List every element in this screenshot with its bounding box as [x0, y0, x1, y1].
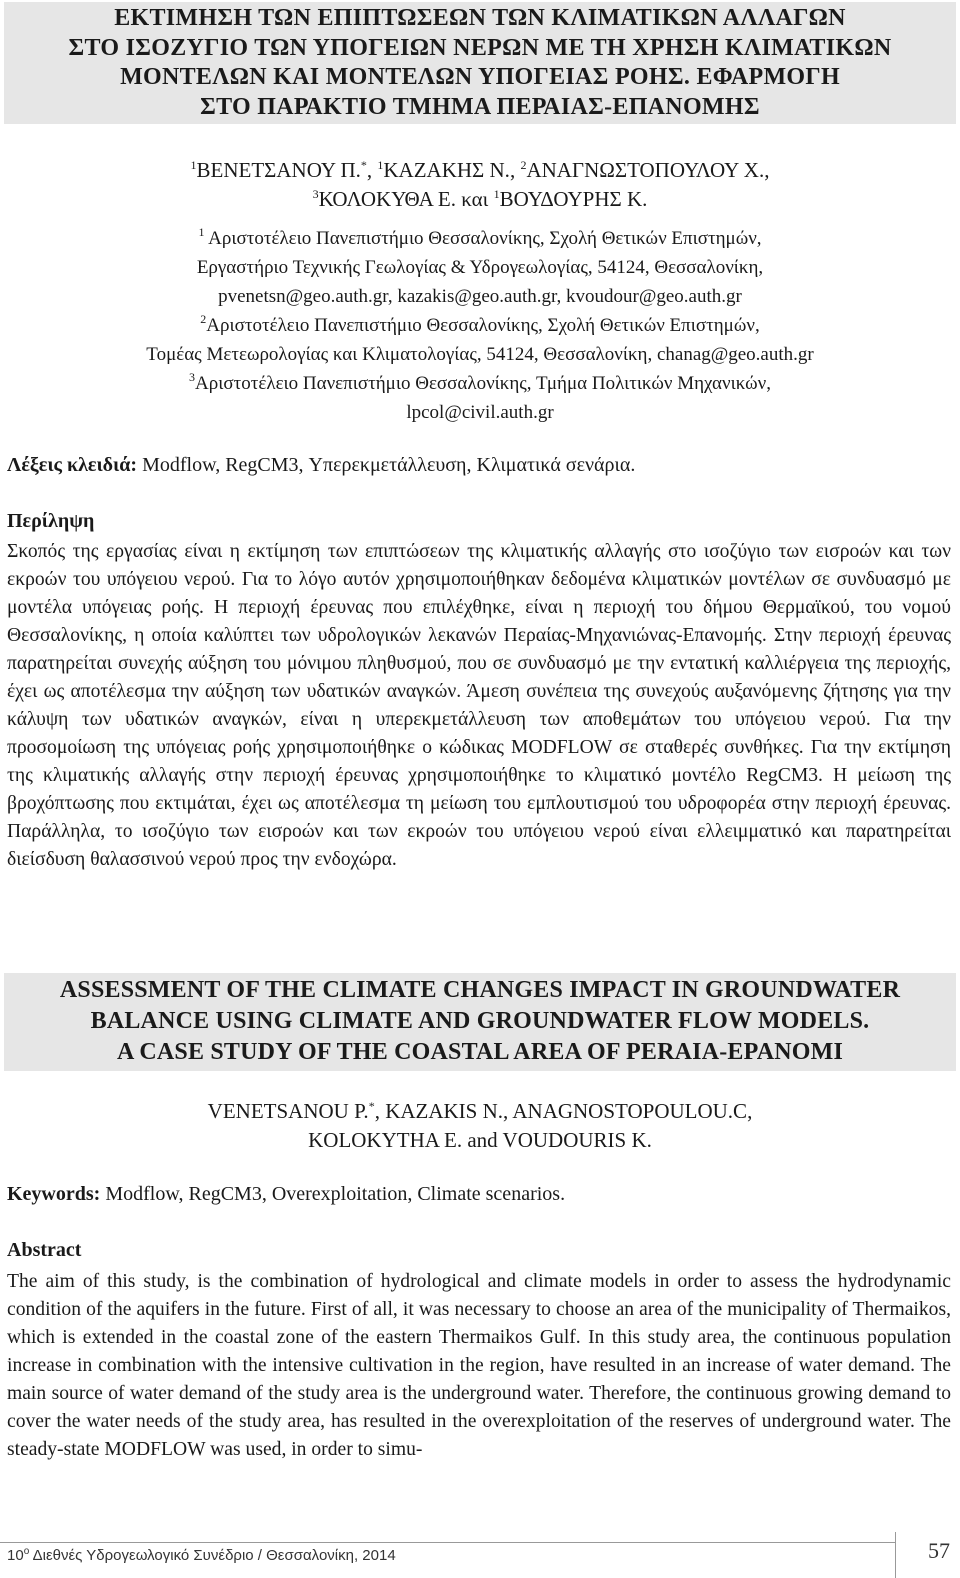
footer-rule: [0, 1542, 895, 1543]
keywords-label: Keywords:: [7, 1183, 101, 1205]
greek-title-line: ΜΟΝΤΕΛΩΝ ΚΑΙ ΜΟΝΤΕΛΩΝ ΥΠΟΓΕΙΑΣ ΡΟΗΣ. ΕΦΑΡΜΟΓΗ: [120, 64, 840, 90]
author-name: VENETSANOU P.: [207, 1099, 369, 1123]
affiliations: [0, 224, 960, 427]
affiliation-2-line: $^2$Αριστοτέλειο Πανεπιστήμιο Θεσσαλονίκης, Σχολή Θετικών Επιστημών,: [200, 312, 760, 336]
author-name: ΒΟΥΔΟΥΡΗΣ Κ.: [499, 187, 648, 211]
greek-title: [4, 4, 956, 122]
footer-divider: [895, 1532, 896, 1578]
greek-title-line: ΕΚΤΙΜΗΣΗ ΤΩΝ ΕΠΙΠΤΩΣΕΩΝ ΤΩΝ ΚΛΙΜΑΤΙΚΩΝ ΑΛΛΑΓΩΝ: [114, 5, 846, 31]
affiliation-1-line: $^1$ Αριστοτέλειο Πανεπιστήμιο Θεσσαλονίκης, Σχολή Θετικών Επιστημών,: [198, 225, 762, 249]
affiliation-sup: 2: [200, 312, 207, 326]
affiliation-1-emails: pvenetsn@geo.auth.gr, kazakis@geo.auth.gr, kvoudour@geo.auth.gr: [218, 286, 742, 307]
keywords-label: Λέξεις κλειδιά:: [7, 454, 138, 476]
affiliation-1-line: Εργαστήριο Τεχνικής Γεωλογίας & Υδρογεωλογίας, 54124, Θεσσαλονίκη,: [196, 257, 764, 278]
english-authors: [0, 1097, 960, 1155]
greek-authors: [0, 156, 960, 214]
author-name: ΚΑΖΑΚΗΣ Ν.: [383, 158, 510, 182]
corresponding-author-mark: *: [360, 158, 367, 172]
greek-title-line: ΣΤΟ ΠΑΡΑΚΤΙΟ ΤΜΗΜΑ ΠΕΡΑΙΑΣ-ΕΠΑΝΟΜΗΣ: [200, 93, 760, 120]
english-title-line: BALANCE USING CLIMATE AND GROUNDWATER FLOW MODELS.: [90, 1008, 870, 1034]
author-sup: 1: [377, 158, 384, 172]
greek-abstract: Σκοπός της εργασίας είναι η εκτίμηση των επιπτώσεων της κλιματικής αλλαγής στο ισοζύγιο των εισροών και των εκροών του υπόγειου νερού. Για το λόγο αυτόν χρησιμοποιήθηκαν δεδομένα κλιματικών μοντέλων σε συνδυασμό με μοντέλα υπόγειας ροής. Η περιοχή έρευνας που επιλέχθηκε, είναι η περιοχή του δήμου Θερμαϊκού, του νομού Θεσσαλονίκης, η οποία καλύπτει των υδρολογικών λεκανών Περαίας-Μηχανιώνας-Επανομής. Στην περιοχή έρευνας παρατηρείται συνεχής αύξηση του μόνιμου πληθυσμού, που σε συνδυασμό με την εντατική καλλιέργεια της περιοχής, έχει ως αποτέλεσμα την αύξηση των υδατικών αναγκών. Άμεση συνέπεια της συνεχούς αυξανόμενης ζήτησης για την κάλυψη των υδατικών αναγκών, είναι η υπερεκμετάλλευση των αποθεμάτων του υπόγειου νερού. Για την προσομοίωση της υπόγειας ροής χρησιμοποιήθηκε ο κώδικας MODFLOW σε σταθερές συνθήκες. Για την εκτίμηση της κλιματικής αλλαγής στην περιοχή έρευνας χρησιμοποιήθηκε το κλιματικό μοντέλο RegCM3. Η μείωση της βροχόπτωσης που εκτιμάται, έχει ως αποτέλεσμα τη μείωση του εμπλουτισμού του υδροφορέα στην περιοχή έρευνας. Παράλληλα, το ισοζύγιο των εισροών και των εκροών του υπόγειου νερού είναι ελλειμματικό και παρατηρείται διείσδυση θαλασσινού νερού προς την ενδοχώρα.: [7, 541, 951, 870]
affiliation-sup: 3: [189, 370, 196, 384]
english-title: [4, 975, 956, 1068]
author-name: ΑΝΑΓΝΩΣΤΟΠΟΥΛΟΥ Χ.,: [526, 158, 770, 182]
author-sup: 1: [190, 158, 197, 172]
greek-keywords: [7, 452, 635, 478]
conjunction: και: [456, 187, 494, 211]
separator: ,: [509, 158, 521, 182]
author-names: , KAZAKIS N., ANAGNOSTOPOULOU.C,: [374, 1099, 753, 1123]
page-number: 57: [928, 1538, 950, 1563]
separator: ,: [366, 158, 378, 182]
affiliation-2-line: Τομέας Μετεωρολογίας και Κλιματολογίας, 54124, Θεσσαλονίκη, chanag@geo.auth.gr: [146, 344, 814, 365]
english-title-line: A CASE STUDY OF THE COASTAL AREA OF PERAIA-EPANOMI: [116, 1039, 844, 1065]
english-keywords: [7, 1181, 565, 1207]
greek-abstract-heading: Περίληψη: [7, 510, 95, 532]
affiliation-sup: 1: [198, 225, 205, 239]
keywords-text: Modflow, RegCM3, Overexploitation, Climate scenarios.: [105, 1183, 566, 1205]
author-sup: 1: [493, 187, 500, 201]
corresponding-author-mark: *: [368, 1099, 375, 1113]
footer-conference: $10^o$ Διεθνές Υδρογεωλογικό Συνέδριο / Θεσσαλονίκη, 2014: [7, 1546, 396, 1564]
keywords-text: Modflow, RegCM3, Υπερεκμετάλλευση, Κλιματικά σενάρια.: [142, 454, 636, 476]
greek-title-line: ΣΤΟ ΙΣΟΖΥΓΙΟ ΤΩΝ ΥΠΟΓΕΙΩΝ ΝΕΡΩΝ ΜΕ ΤΗ ΧΡΗΣΗ ΚΛΙΜΑΤΙΚΩΝ: [68, 34, 892, 61]
english-title-line: ASSESSMENT OF THE CLIMATE CHANGES IMPACT IN GROUNDWATER: [59, 977, 901, 1003]
english-abstract: The aim of this study, is the combination of hydrological and climate models in order to assess the hydrodynamic condition of the aquifers in the future. First of all, it was necessary to choose an area of the municipality of Thermaikos, which is extended in the coastal zone of the eastern Thermaikos Gulf. In this study area, the continuous population increase in combination with the intensive cultivation in the region, have resulted in an increase of water demand. The main source of water demand of the study area is the underground water. Therefore, the continuous growing demand to cover the water needs of the study area, has resulted in the overexploitation of the reserves of underground water. The steady-state MODFLOW was used, in order to simu-: [7, 1271, 951, 1460]
english-abstract-heading: Abstract: [7, 1239, 82, 1261]
author-names: KOLOKYTHA E. and VOUDOURIS K.: [308, 1128, 652, 1152]
affiliation-3-email: lpcol@civil.auth.gr: [406, 402, 554, 423]
author-name: ΚΟΛΟΚΥΘΑ Ε.: [318, 187, 456, 211]
author-name: ΒΕΝΕΤΣΑΝΟΥ Π.: [196, 158, 361, 182]
author-sup: 3: [312, 187, 319, 201]
author-sup: 2: [520, 158, 527, 172]
affiliation-3-line: $^3$Αριστοτέλειο Πανεπιστήμιο Θεσσαλονίκης, Τμήμα Πολιτικών Μηχανικών,: [189, 370, 771, 394]
